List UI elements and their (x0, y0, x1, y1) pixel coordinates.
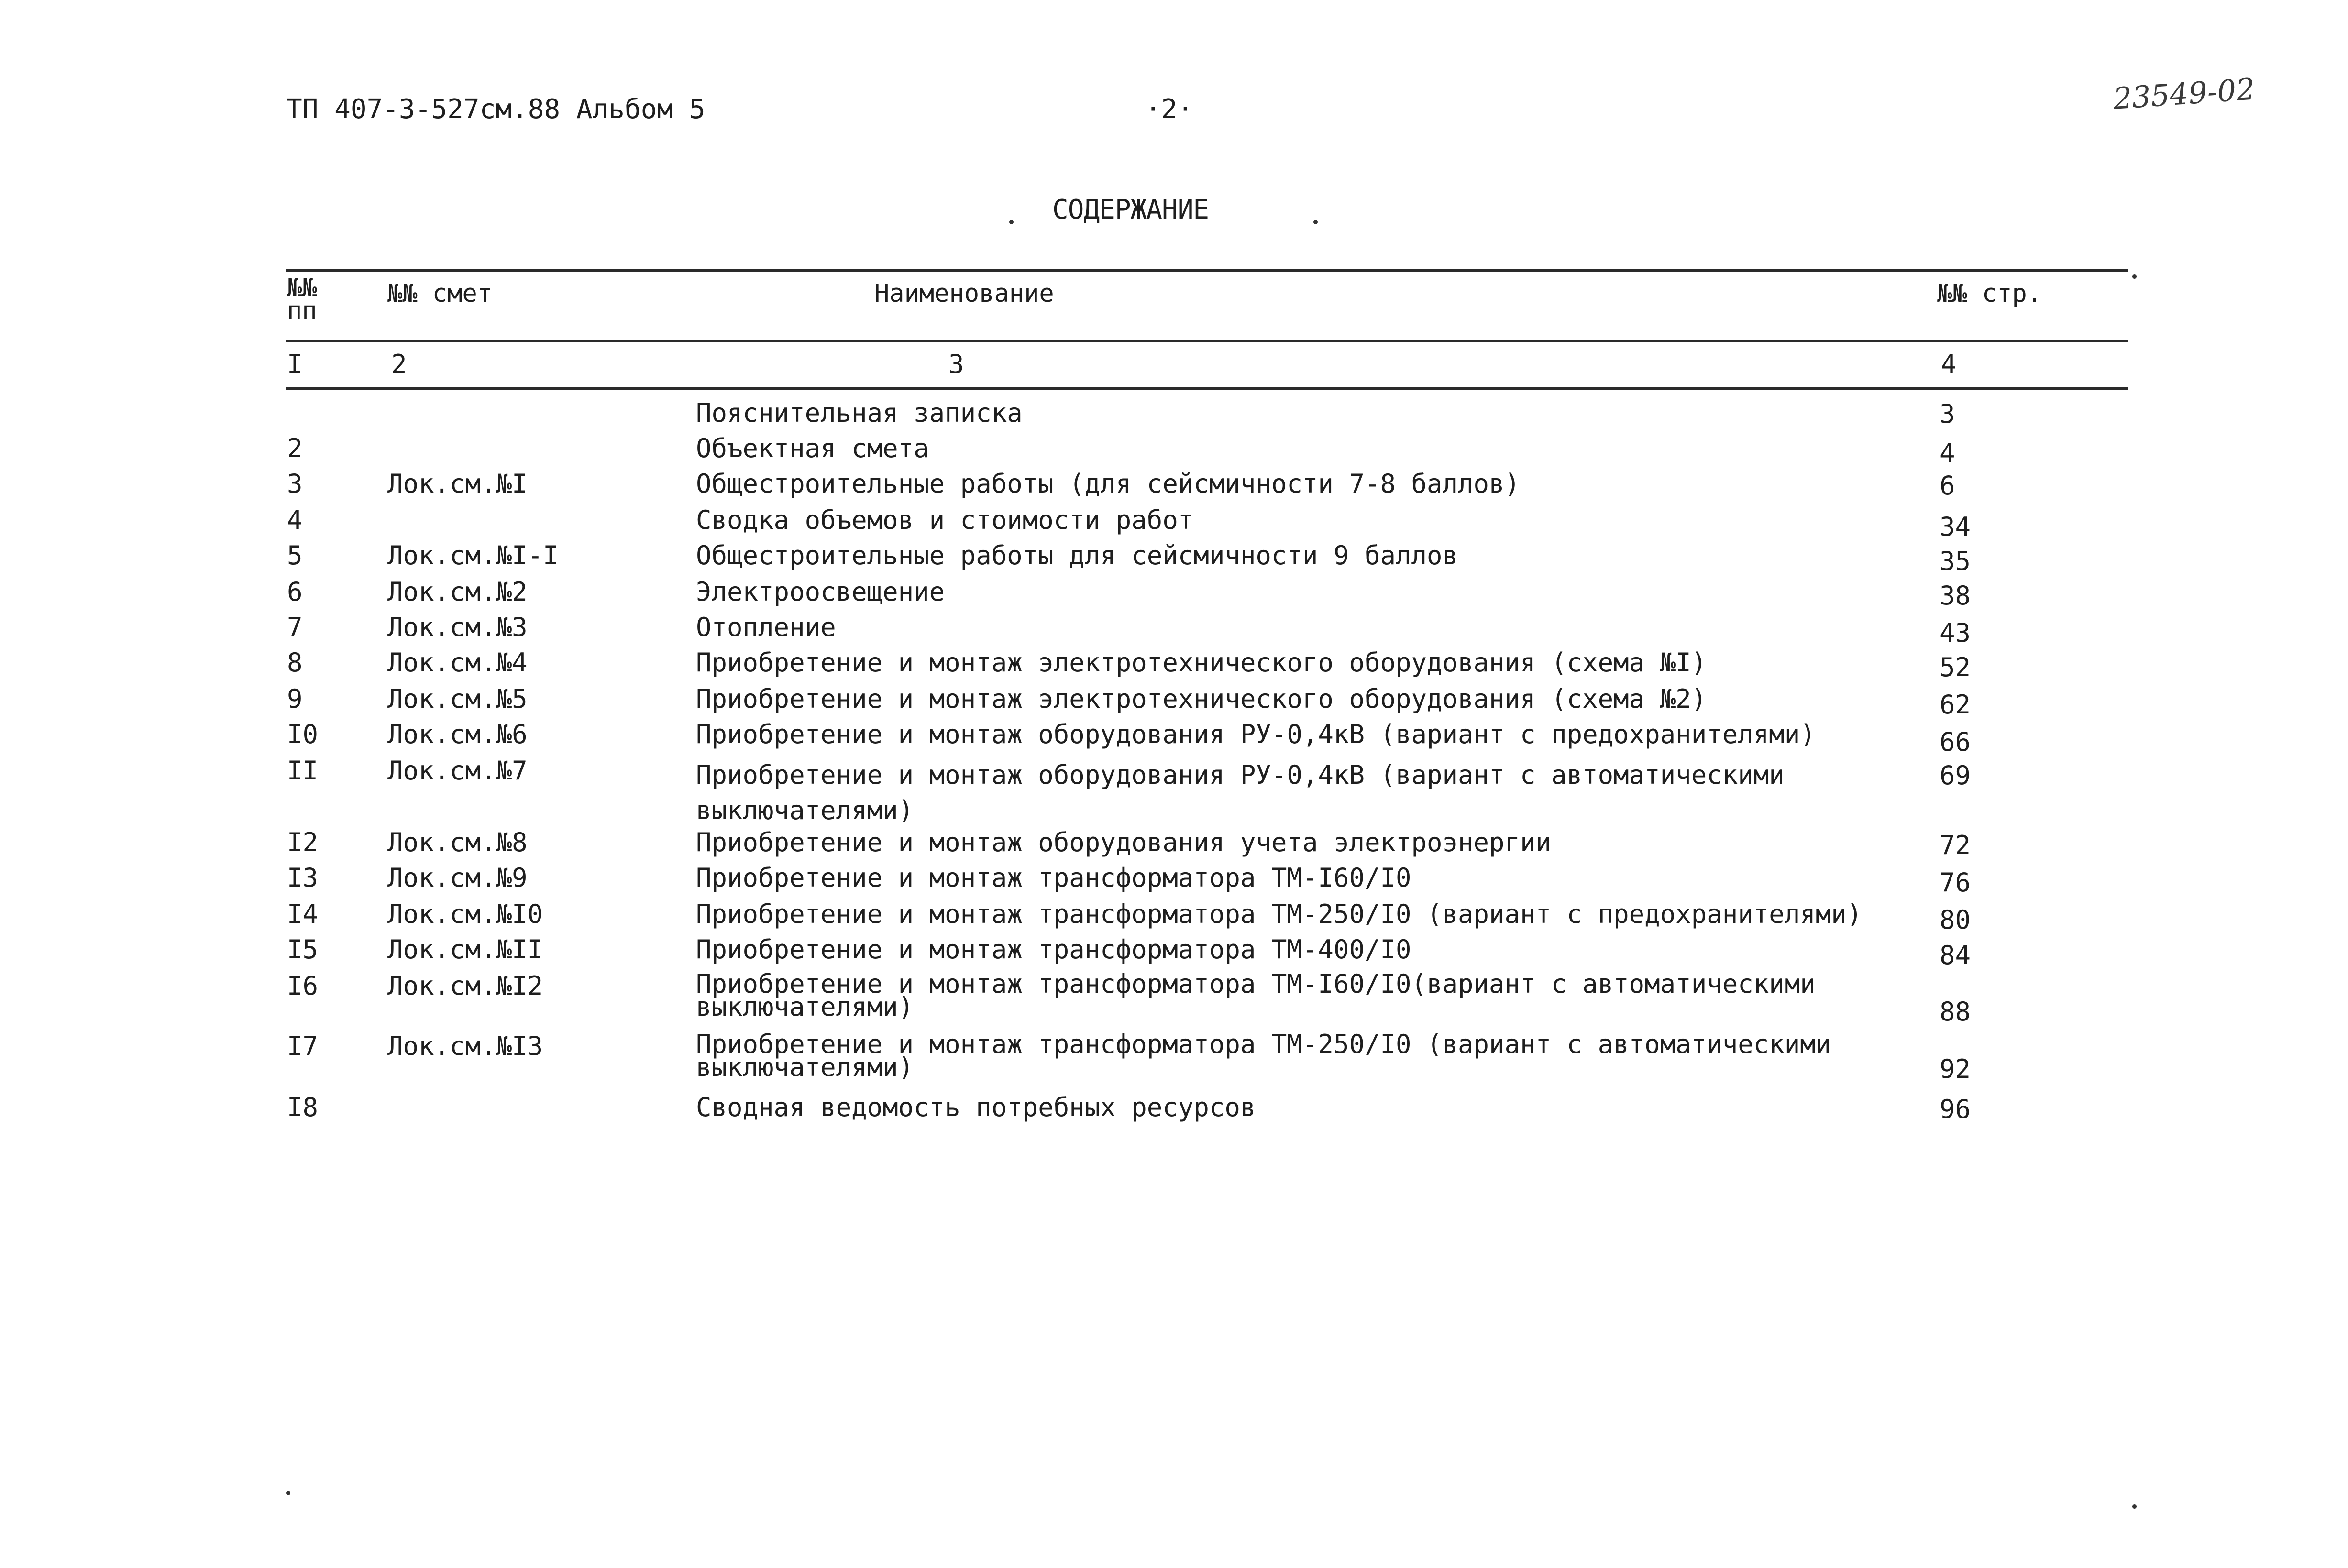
table-top-rule (286, 269, 2128, 272)
row-smeta: Лок.см.№6 (387, 719, 528, 749)
row-page: 66 (1940, 727, 1971, 757)
row-page: 69 (1940, 760, 1971, 790)
row-name: Приобретение и монтаж оборудования учета электроэнергии (696, 827, 1552, 857)
row-name: Отопление (696, 612, 836, 642)
row-page: 80 (1940, 905, 1971, 935)
row-num: 8 (287, 647, 303, 678)
row-name: Общестроительные работы для сейсмичности 9 баллов (696, 540, 1458, 570)
header-num: №№ пп (287, 274, 317, 325)
row-smeta: Лок.см.№9 (387, 863, 528, 893)
row-page: 96 (1940, 1094, 1971, 1124)
column-number-1: I (287, 349, 303, 379)
row-name: Объектная смета (696, 433, 929, 463)
page-number: ·2· (1145, 94, 1194, 125)
row-page: 62 (1940, 690, 1971, 720)
row-name: Приобретение и монтаж оборудования РУ-0,4кВ (вариант с предохранителями) (696, 719, 1816, 749)
row-num: I2 (287, 827, 319, 857)
row-name: Приобретение и монтаж трансформатора ТМ-250/I0 (вариант с предохранителями) (696, 899, 1863, 929)
row-num: I0 (287, 719, 319, 749)
header-page: №№ стр. (1937, 279, 2042, 308)
row-page: 3 (1940, 399, 1955, 429)
row-name: Приобретение и монтаж электротехнического оборудования (схема №2) (696, 684, 1707, 714)
row-num: 7 (287, 612, 303, 642)
row-name: Общестроительные работы (для сейсмичности 7-8 баллов) (696, 469, 1521, 499)
row-smeta: Лок.см.№2 (387, 577, 528, 607)
row-smeta: Лок.см.№I0 (387, 899, 543, 929)
header-smeta: №№ смет (387, 279, 493, 308)
row-name: Приобретение и монтаж трансформатора ТМ-I60/I0 (696, 863, 1411, 893)
page-title: СОДЕРЖАНИЕ (1052, 194, 1209, 225)
column-number-4: 4 (1941, 349, 1957, 379)
column-number-2: 2 (391, 349, 407, 379)
row-page: 76 (1940, 867, 1971, 898)
row-name: Приобретение и монтаж трансформатора ТМ-400/I0 (696, 934, 1411, 965)
row-page: 84 (1940, 940, 1971, 970)
row-num: 4 (287, 505, 303, 535)
row-num: 2 (287, 433, 303, 463)
row-smeta: Лок.см.№7 (387, 756, 528, 786)
row-smeta: Лок.см.№3 (387, 612, 528, 642)
document-code: ТП 407-3-527см.88 Альбом 5 (286, 94, 706, 125)
row-name: Пояснительная записка (696, 398, 1023, 428)
row-smeta: Лок.см.№4 (387, 647, 528, 678)
row-page: 38 (1940, 581, 1971, 611)
row-page: 4 (1940, 438, 1955, 468)
row-num: I8 (287, 1092, 319, 1122)
table-header-rule (286, 340, 2128, 342)
row-smeta: Лок.см.№I (387, 469, 528, 499)
scan-speck (1009, 220, 1014, 224)
scan-speck (286, 1491, 290, 1495)
row-num: II (287, 756, 319, 786)
scan-speck (1313, 220, 1318, 224)
row-smeta: Лок.см.№I-I (387, 540, 559, 570)
row-name: Приобретение и монтаж электротехнического оборудования (схема №I) (696, 647, 1707, 678)
row-page: 92 (1940, 1054, 1971, 1084)
row-num: 3 (287, 469, 303, 499)
row-num: I6 (287, 971, 319, 1001)
row-num: I4 (287, 899, 319, 929)
row-smeta: Лок.см.№I3 (387, 1031, 543, 1061)
row-num: I7 (287, 1031, 319, 1061)
row-page: 6 (1940, 471, 1955, 501)
row-num: I3 (287, 863, 319, 893)
row-smeta: Лок.см.№5 (387, 684, 528, 714)
row-name: Сводка объемов и стоимости работ (696, 505, 1194, 535)
header-name: Наименование (874, 279, 1054, 308)
scan-speck (2132, 274, 2137, 279)
row-page: 88 (1940, 997, 1971, 1027)
row-name: Приобретение и монтаж оборудования РУ-0,4кВ (вариант с автоматическими выключателями) (696, 760, 1785, 825)
row-page: 34 (1940, 512, 1971, 542)
row-name: Сводная ведомость потребных ресурсов (696, 1092, 1256, 1122)
row-num: 9 (287, 684, 303, 714)
row-smeta: Лок.см.№8 (387, 827, 528, 857)
row-name: Приобретение и монтаж трансформатора ТМ-I60/I0(вариант с автоматическими выключателями) (696, 969, 1816, 1022)
row-page: 35 (1940, 546, 1971, 576)
row-num: 6 (287, 577, 303, 607)
table-column-numbers-rule (286, 387, 2128, 390)
row-page: 72 (1940, 830, 1971, 860)
row-smeta: Лок.см.№II (387, 934, 543, 965)
row-name: Приобретение и монтаж трансформатора ТМ-250/I0 (вариант с автоматическими выключателями) (696, 1029, 1831, 1082)
row-name: Электроосвещение (696, 577, 945, 607)
row-page: 43 (1940, 618, 1971, 648)
row-smeta: Лок.см.№I2 (387, 971, 543, 1001)
sheet-number-handwritten: 23549-02 (2112, 71, 2256, 116)
row-num: 5 (287, 540, 303, 570)
column-number-3: 3 (948, 349, 964, 379)
scan-speck (2132, 1504, 2137, 1509)
row-page: 52 (1940, 652, 1971, 682)
row-num: I5 (287, 934, 319, 965)
